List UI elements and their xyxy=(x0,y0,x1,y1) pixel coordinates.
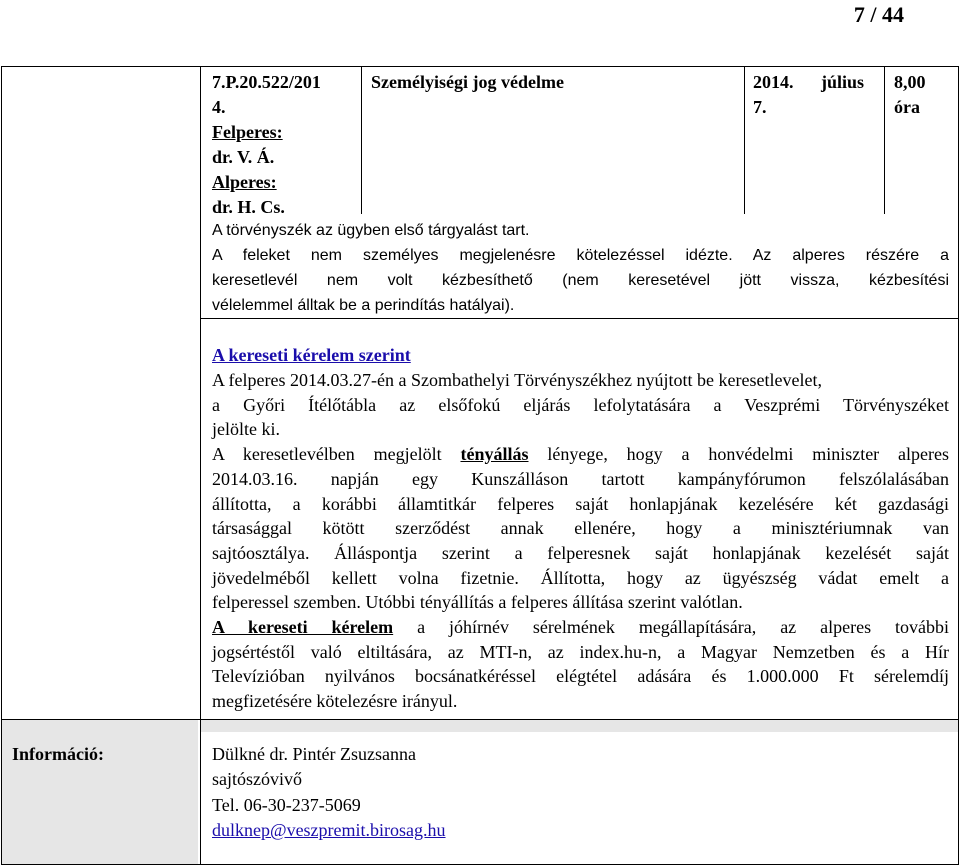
claim-line: jogsértéstől való eltiltására, az MTI-n, az index.hu-n, a Magyar Nemzetben és a Hír xyxy=(212,641,949,662)
info-content-cell xyxy=(201,720,959,732)
notes-line: A feleket nem személyes megjelenésre kötelezéssel idézte. Az alperes részére a xyxy=(212,247,949,264)
plaintiff-label: Felperes: xyxy=(212,122,283,142)
claim-line: állította, a korábbi államtitkár felperes saját honlapjának kezelésére két gazdasági xyxy=(212,493,949,514)
claim-line: A felperes 2014.03.27-én a Szombathelyi Törvényszékhez nyújtott be keresetlevelet, xyxy=(212,370,822,390)
defendant-label: Alperes: xyxy=(212,172,277,192)
hearing-date-month: július xyxy=(821,72,865,92)
page-number: 7 / 44 xyxy=(853,2,904,27)
claim-heading: A kereseti kérelem szerint xyxy=(212,345,411,365)
info-divider xyxy=(1,719,959,720)
claim-body xyxy=(212,368,949,714)
case-number-line2: 4. xyxy=(212,97,226,117)
hearing-date-year: 2014. xyxy=(753,72,794,92)
notes-line: A törvényszék az ügyben első tárgyalást tart. xyxy=(212,222,530,239)
contact-phone: Tel. 06-30-237-5069 xyxy=(212,794,361,815)
claim-line: jelölte ki. xyxy=(212,419,280,440)
claim-line: sajtóosztálya. Álláspontja szerint a felperesnek saját honlapjának kezelését saját xyxy=(212,542,949,563)
procedural-notes xyxy=(212,218,949,318)
table-left-border xyxy=(1,66,2,865)
claim-line: megfizetésére kötelezésre irányul. xyxy=(212,691,458,712)
claim-line: felperessel szemben. Utóbbi tényállítás a felperes állítása szerint valótlan. xyxy=(212,592,743,613)
plaintiff-name: dr. V. Á. xyxy=(212,147,275,167)
contact-name: Dülkné dr. Pintér Zsuzsanna xyxy=(212,744,416,764)
claim-line xyxy=(212,615,949,640)
case-subject: Személyiségi jog védelme xyxy=(371,72,564,92)
contact-block xyxy=(212,742,446,844)
claim-text: A keresetlevélben megjelölt xyxy=(212,444,461,465)
case-number-divider xyxy=(361,66,362,214)
info-label-cell xyxy=(2,720,198,865)
hearing-time-unit: óra xyxy=(894,97,920,117)
claim-line: Televízióban nyilvános bocsánatkéréssel elégtétel adására és 1.000.000 Ft sérelemdíj xyxy=(212,666,949,687)
notes-divider xyxy=(201,318,959,319)
date-divider xyxy=(884,66,885,214)
claim-line: társasággal kötött szerződést annak ellenére, hogy a minisztériumnak van xyxy=(212,518,949,539)
case-number-line1: 7.P.20.522/201 xyxy=(212,72,321,92)
table-right-border xyxy=(958,66,959,865)
notes-line: vélelemmel álltak be a perindítás hatályai). xyxy=(212,297,515,314)
table-top-border xyxy=(1,66,959,67)
claim-line: a Győri Ítélőtábla az elsőfokú eljárás lefolytatására a Veszprémi Törvényszéket xyxy=(212,394,949,415)
defendant-name: dr. H. Cs. xyxy=(212,197,285,217)
claim-line: jövedelméből kellett volna fizetnie. Állította, hogy az ügyészség vádat emelt a xyxy=(212,567,949,588)
subject-divider xyxy=(744,66,745,214)
facts-keyword: tényállás xyxy=(460,444,529,465)
claim-text: lényege, hogy a honvédelmi miniszter alperes xyxy=(528,444,949,465)
label-column-divider xyxy=(200,66,201,865)
claim-keyword: A kereseti kérelem xyxy=(212,617,394,638)
table-bottom-border xyxy=(1,864,959,865)
claim-line: 2014.03.16. napján egy Kunszálláson tartott kampányfórumon felszólalásában xyxy=(212,468,949,489)
claim-line xyxy=(212,442,949,467)
notes-line: keresetlevél nem volt kézbesíthető (nem keresetével jött vissza, kézbesítési xyxy=(212,272,949,289)
claim-text: a jóhírnév sérelmének megállapítására, az alperes további xyxy=(393,617,949,638)
contact-email-link[interactable]: dulknep@veszpremit.birosag.hu xyxy=(212,820,446,841)
hearing-date-day: 7. xyxy=(753,97,767,117)
contact-role: sajtószóvivő xyxy=(212,769,302,790)
info-label: Információ: xyxy=(12,744,104,764)
hearing-time-value: 8,00 xyxy=(894,72,926,92)
